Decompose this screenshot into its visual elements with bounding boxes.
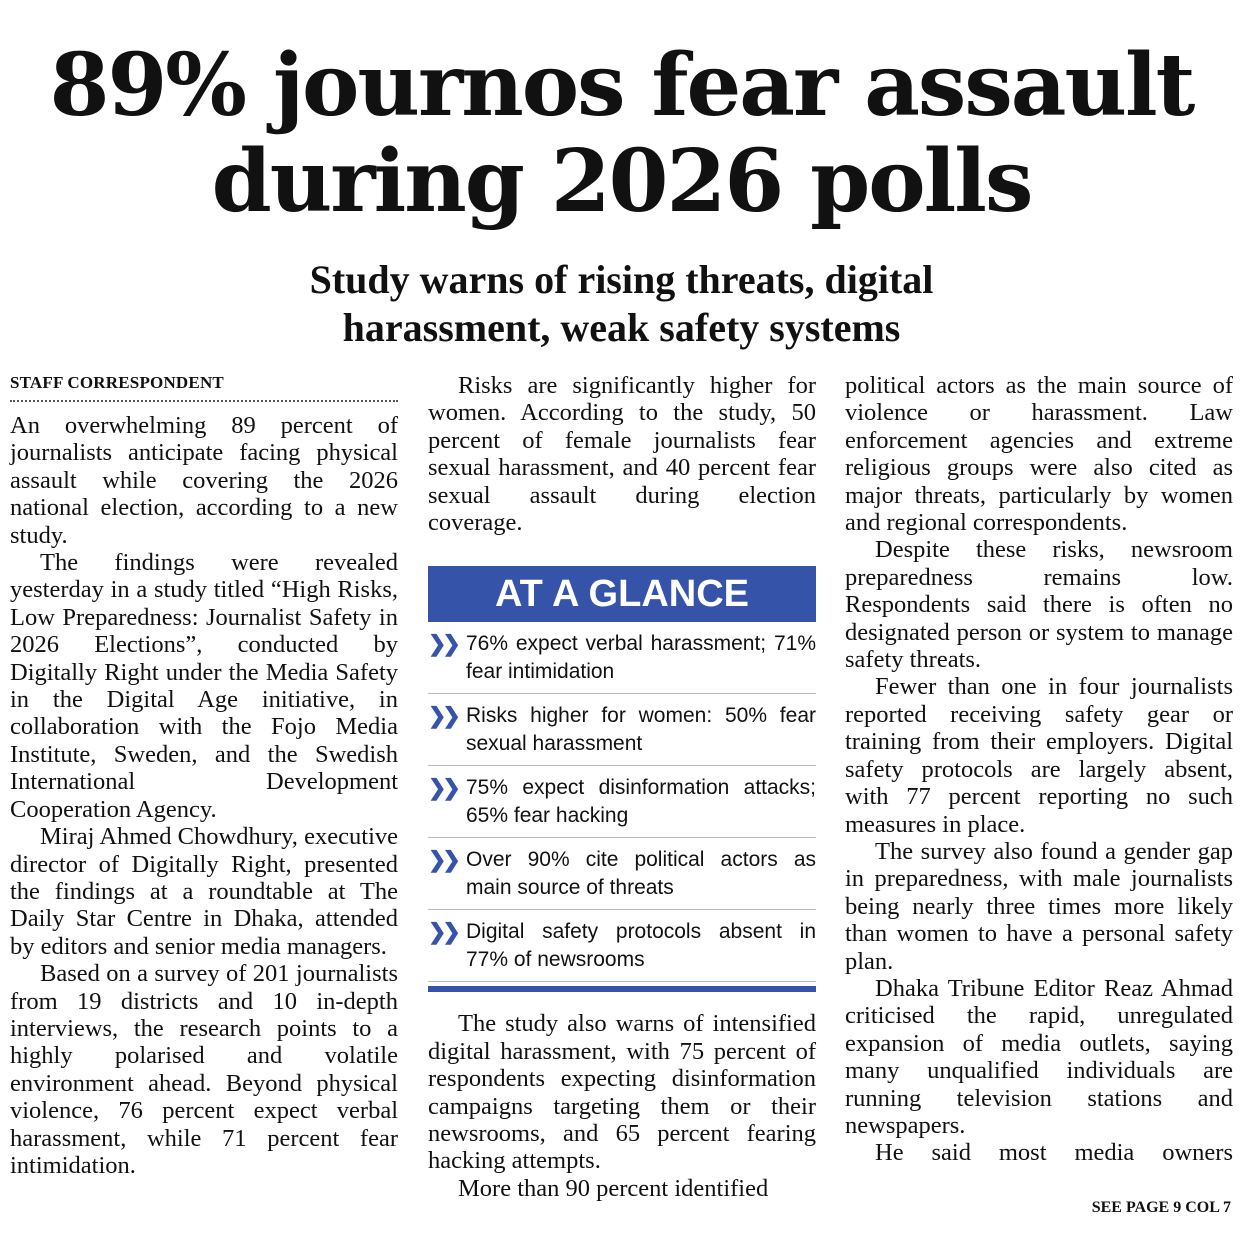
- paragraph: Despite these risks, newsroom preparedness remains low. Respondents said there is often no designated person or system to manage safety threats.: [845, 536, 1233, 674]
- paragraph: Miraj Ahmed Chowdhury, executive director of Digitally Right, presented the findings at a roundtable at The Daily Star Centre in Dhaka, attended by editors and senior media managers.: [10, 823, 398, 960]
- subheadline: [0, 256, 1243, 352]
- glance-item-text: Over 90% cite political actors as main source of threats: [466, 848, 816, 900]
- double-chevron-icon: ❯❯: [428, 847, 457, 873]
- paragraph: Based on a survey of 201 journalists from 19 districts and 10 in-depth interviews, the research points to a highly polarised and volatile environment ahead. Beyond physical violence, 76 percent expect verbal harassment, while 71 percent fear intimidation.: [10, 960, 398, 1179]
- glance-item: [428, 838, 816, 910]
- glance-item-text: Risks higher for women: 50% fear sexual harassment: [466, 704, 816, 756]
- paragraph: political actors as the main source of violence or harassment. Law enforcement agencies and extreme religious groups were also cited as major threats, particularly by women and regional correspondents.: [845, 372, 1233, 537]
- paragraph: Risks are significantly higher for women. According to the study, 50 percent of female journalists fear sexual harassment, and 40 percent fear sexual assault during election coverage.: [428, 372, 816, 537]
- glance-item: [428, 910, 816, 982]
- double-chevron-icon: ❯❯: [428, 919, 457, 945]
- glance-item: [428, 766, 816, 838]
- headline-line-1: 89% journos fear assault: [49, 35, 1194, 136]
- glance-item-text: 76% expect verbal harassment; 71% fear intimidation: [466, 632, 816, 684]
- double-chevron-icon: ❯❯: [428, 631, 457, 657]
- glance-item-text: Digital safety protocols absent in 77% of newsrooms: [466, 920, 816, 972]
- paragraph: The study also warns of intensified digital harassment, with 75 percent of respondents expecting disinformation campaigns targeting them or their newsrooms, and 65 percent fearing hacking attempts.: [428, 1010, 816, 1175]
- at-a-glance-title: AT A GLANCE: [428, 566, 816, 622]
- subheadline-line-1: Study warns of rising threats, digital: [309, 257, 934, 302]
- glance-item: [428, 622, 816, 694]
- paragraph: An overwhelming 89 percent of journalists anticipate facing physical assault while covering the 2026 national election, according to a new study.: [10, 412, 398, 549]
- double-chevron-icon: ❯❯: [428, 703, 457, 729]
- glance-item-text: 75% expect disinformation attacks; 65% fear hacking: [466, 776, 816, 828]
- article-column-3: [845, 372, 1233, 1167]
- paragraph: He said most media owners: [875, 1139, 1233, 1167]
- paragraph: The survey also found a gender gap in preparedness, with male journalists being nearly three times more likely than women to have a personal safety plan.: [845, 837, 1233, 975]
- glance-bottom-rule: [428, 986, 816, 992]
- paragraph: Fewer than one in four journalists reported receiving safety gear or training from their employers. Digital safety protocols are largely absent, with 77 percent reporting no such measures in place.: [845, 673, 1233, 838]
- see-page-jump: SEE PAGE 9 COL 7: [1091, 1199, 1231, 1216]
- paragraph: The findings were revealed yesterday in a study titled “High Risks, Low Preparedness: Journalist Safety in 2026 Elections”, conducted by Digitally Right under the Media Safety in the Digital Age initiative, in collaboration with the Fojo Media Institute, Sweden, and the Swedish International Development Cooperation Agency.: [10, 549, 398, 823]
- article-column-1: [10, 372, 398, 1179]
- double-chevron-icon: ❯❯: [428, 775, 457, 801]
- at-a-glance-box: [428, 566, 816, 992]
- headline: [0, 35, 1243, 232]
- article-column-2: [428, 372, 816, 1202]
- paragraph: Dhaka Tribune Editor Reaz Ahmad criticised the rapid, unregulated expansion of media outlets, saying many unqualified individuals are running television stations and newspapers.: [845, 974, 1233, 1139]
- paragraph: More than 90 percent identified: [458, 1174, 769, 1202]
- headline-line-2: during 2026 polls: [211, 131, 1032, 232]
- byline: STAFF CORRESPONDENT: [10, 372, 398, 402]
- glance-item: [428, 694, 816, 766]
- subheadline-line-2: harassment, weak safety systems: [342, 305, 901, 350]
